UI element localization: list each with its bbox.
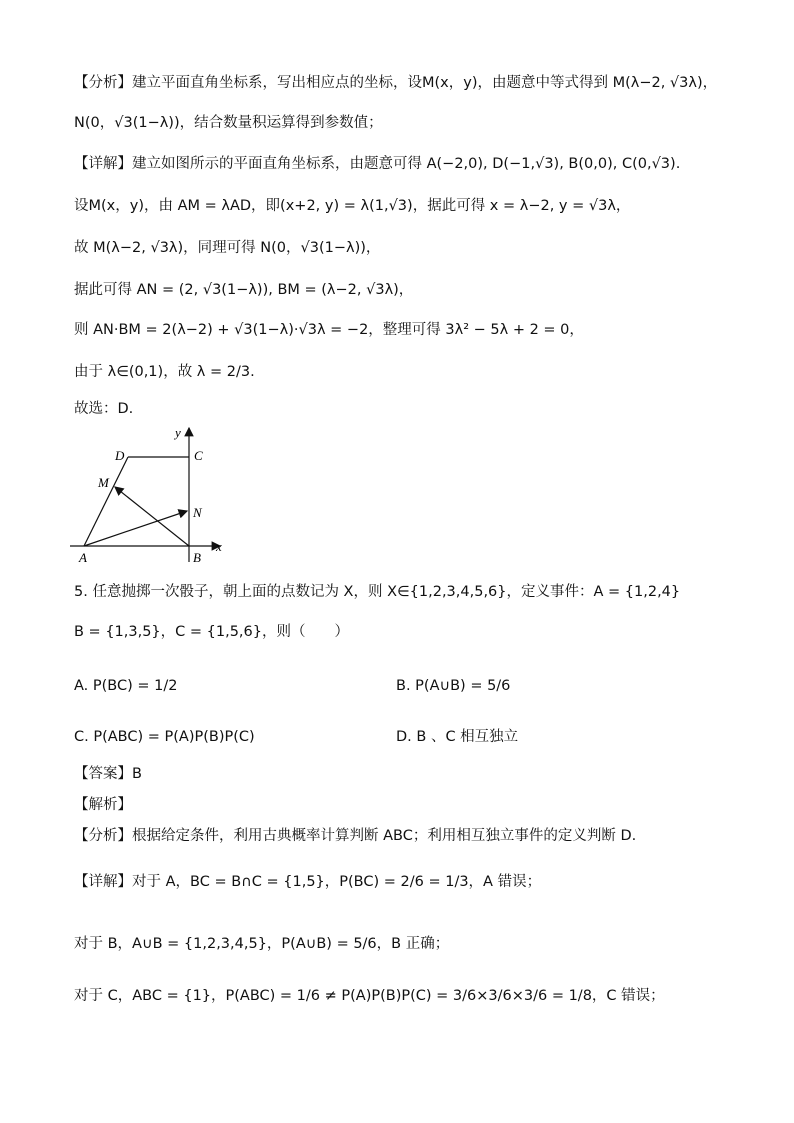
line-21: 对于 C，ABC = {1}，P(ABC) = 1/6 ≠ P(A)P(B)P(C) = 3/6×3/6×3/6 = 1/8，C 错误； [74, 988, 665, 1004]
option-c: C. P(ABC) = P(A)P(B)P(C) [74, 729, 255, 745]
line-10: 5. 任意抛掷一次骰子，朝上面的点数记为 X，则 X∈{1,2,3,4,5,6}，定义事件：A = {1,2,4} [74, 584, 681, 600]
line-7: 则 AN·BM = 2(λ−2) + √3(1−λ)·√3λ = −2，整理可得 3λ² − 5λ + 2 = 0， [74, 322, 584, 338]
line-4: 设M(x，y)，由 AM = λAD，即(x+2, y) = λ(1,√3)，据此可得 x = λ−2, y = √3λ， [74, 198, 631, 214]
segment-AD [84, 457, 128, 546]
line-11: B = {1,3,5}，C = {1,5,6}，则（ ） [74, 624, 349, 640]
line-8: 由于 λ∈(0,1)，故 λ = 2/3. [74, 364, 255, 380]
line-9: 故选：D. [74, 401, 134, 417]
coordinate-figure [70, 422, 230, 564]
line-19: 【详解】对于 A，BC = B∩C = {1,5}，P(BC) = 2/6 = 1/3，A 错误； [74, 874, 542, 890]
line-6: 据此可得 AN = (2, √3(1−λ)), BM = (λ−2, √3λ)， [74, 282, 414, 298]
answer-line: 【答案】B [74, 766, 142, 782]
option-a: A. P(BC) = 1/2 [74, 678, 178, 694]
label-N: N [193, 505, 202, 520]
line-3: 【详解】建立如图所示的平面直角坐标系，由题意可得 A(−2,0), D(−1,√3), B(0,0), C(0,√3). [74, 156, 681, 172]
line-5: 故 M(λ−2, √3λ)，同理可得 N(0，√3(1−λ))， [74, 240, 381, 256]
label-D: D [115, 448, 125, 463]
vector-AN [84, 511, 187, 546]
label-C: C [194, 448, 203, 463]
line-2: N(0，√3(1−λ))，结合数量积运算得到参数值； [74, 115, 383, 131]
line-18: 【分析】根据给定条件，利用古典概率计算判断 ABC；利用相互独立事件的定义判断 D. [74, 828, 637, 844]
label-A: A [79, 550, 87, 564]
label-x: x [216, 539, 222, 554]
label-B: B [193, 550, 201, 564]
vector-BM [115, 487, 189, 546]
line-20: 对于 B，A∪B = {1,2,3,4,5}，P(A∪B) = 5/6，B 正确； [74, 936, 450, 952]
option-b: B. P(A∪B) = 5/6 [396, 678, 511, 694]
line-1: 【分析】建立平面直角坐标系，写出相应点的坐标，设M(x，y)，由题意中等式得到 M(λ−2, √3λ)， [74, 75, 718, 91]
analysis-heading: 【解析】 [74, 797, 132, 813]
option-d: D. B 、C 相互独立 [396, 729, 519, 745]
label-M: M [98, 475, 109, 490]
label-y: y [175, 425, 181, 440]
